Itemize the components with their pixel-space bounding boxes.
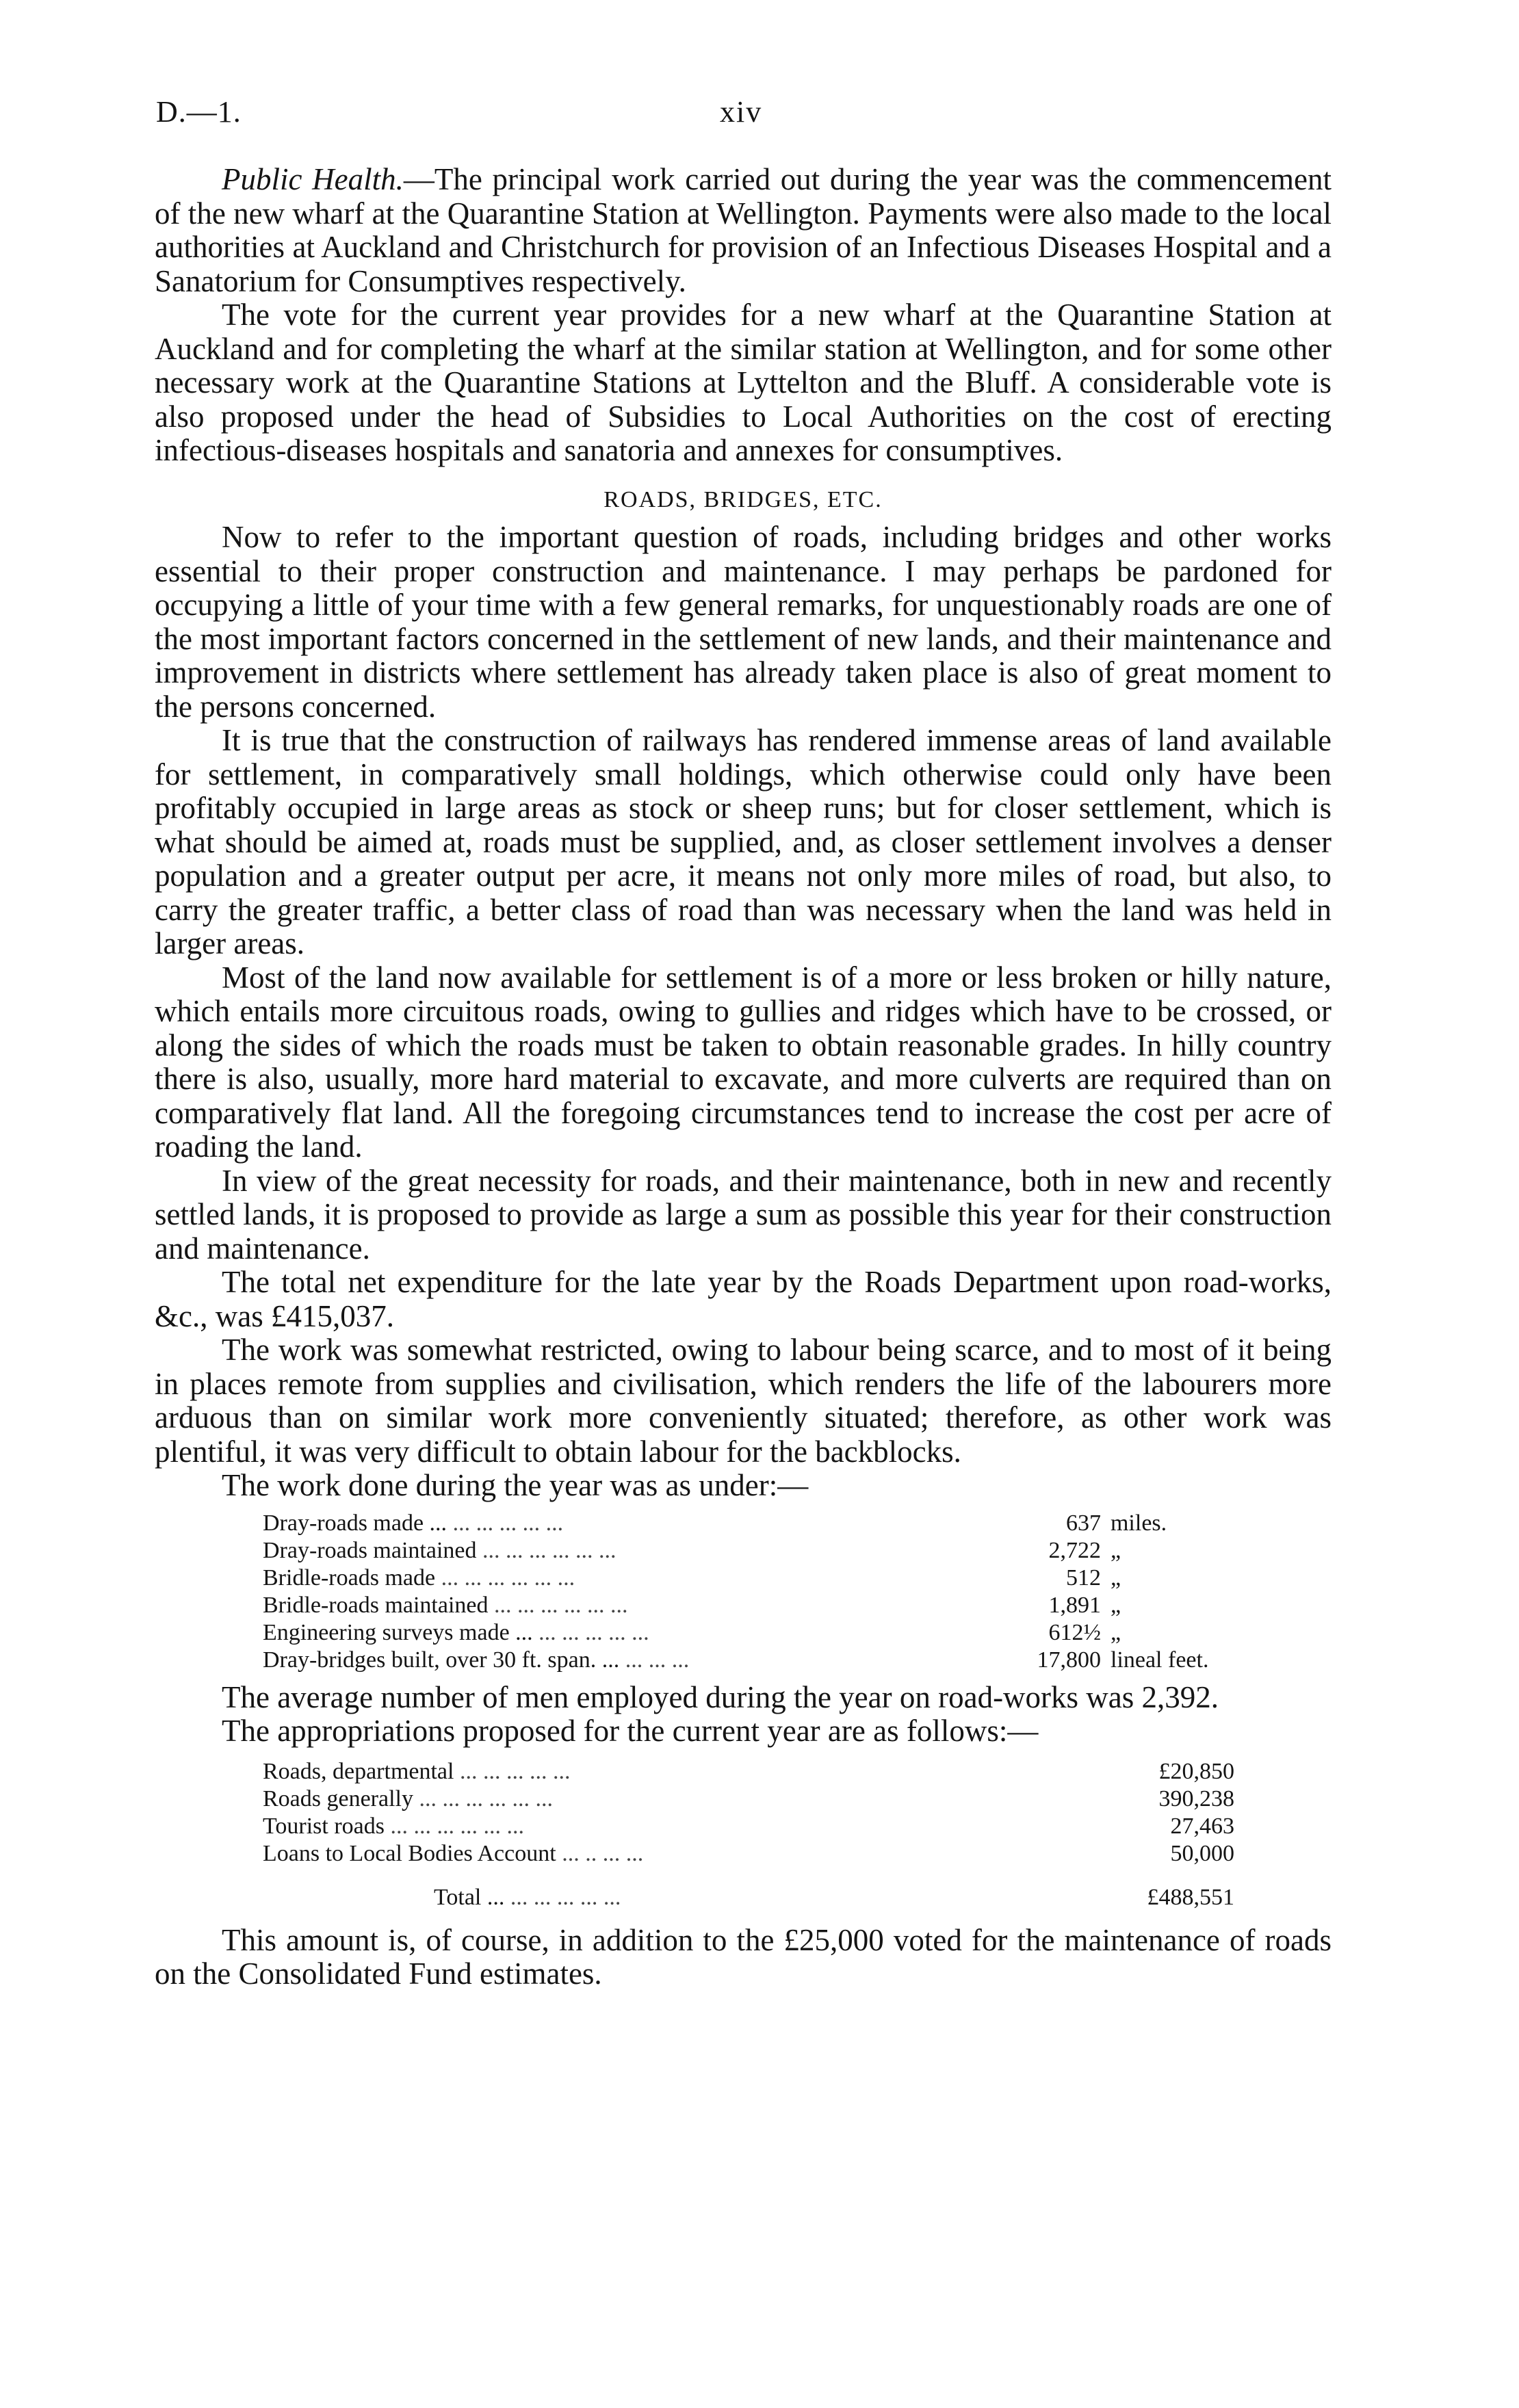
- work-value: 17,800: [1037, 1647, 1101, 1673]
- appropriation-label: Loans to Local Bodies Account: [263, 1840, 556, 1866]
- work-value: 1,891: [1048, 1592, 1101, 1618]
- leader-dots: ... ... ... ... ... ...: [482, 1537, 616, 1563]
- roads-paragraph-2: It is true that the construction of railways has rendered immense areas of land available for settlement, in comparatively small holdings, which otherwise could only have been profitably occupied in large areas as stock or sheep runs; but for closer settlement, which is what should be aimed at, roads must be supplied, and, as closer settlement involves a denser population and a greater output per acre, it means not only more miles of road, but also, to carry the greater traffic, a better class of road than was necessary when the land was held in larger areas.: [155, 723, 1332, 960]
- table-row: [263, 1785, 1234, 1813]
- work-unit: miles.: [1110, 1510, 1167, 1536]
- table-row: [263, 1510, 1269, 1537]
- section-heading-roads: ROADS, BRIDGES, ETC.: [603, 486, 883, 512]
- appropriations-table: [263, 1758, 1234, 1911]
- total-value: £488,551: [1147, 1884, 1234, 1910]
- total-row: [263, 1868, 1234, 1911]
- men-employed-paragraph: The average number of men employed during the year on road-works was 2,392.: [222, 1679, 1219, 1714]
- appropriation-value: 27,463: [1170, 1813, 1234, 1839]
- leader-dots: ... ... ... ... ... ...: [494, 1592, 628, 1618]
- appropriation-label: Roads, departmental: [263, 1758, 454, 1784]
- table-row: [263, 1840, 1234, 1868]
- table-row: [263, 1619, 1269, 1647]
- table-row: [263, 1813, 1234, 1840]
- appropriations-intro: The appropriations proposed for the current year are as follows:—: [222, 1714, 1039, 1748]
- work-done-table: [263, 1510, 1269, 1674]
- leader-dots: ... ... ... ... ...: [452, 1510, 564, 1536]
- work-value: 637: [1065, 1510, 1101, 1536]
- work-label: Engineering surveys made ...: [263, 1619, 533, 1645]
- public-health-paragraph-2: The vote for the current year provides for a new wharf at the Quarantine Station at Auckland and for completing the wharf at the similar station at Wellington, and for some other necessary work at the Quarantine Stations at Lyttelton and the Bluff. A considerable vote is also proposed under the head of Subsidies to Local Authorities on the cost of erecting infectious-diseases hospitals and sanatoria and annexes for consumptives.: [155, 298, 1332, 467]
- public-health-title: Public Health.: [222, 162, 404, 196]
- appropriation-value: 390,238: [1158, 1785, 1234, 1811]
- leader-dots: ... .. ... ...: [562, 1840, 644, 1866]
- appropriation-value: 50,000: [1170, 1840, 1234, 1866]
- work-label: Bridle-roads made: [263, 1565, 436, 1591]
- work-unit: lineal feet.: [1110, 1647, 1209, 1673]
- public-health-paragraph-1-text: —The principal work carried out during the year was the commencement of the new wharf at the Quarantine Station at Wellington. Payments were also made to the local authorities at Auckland and Christchurch for provision of an Infectious Diseases Hospital and a Sanatorium for Consumptives respectively.: [155, 162, 1332, 298]
- leader-dots: ... ... ... ... ...: [538, 1619, 649, 1645]
- table-row: [263, 1537, 1269, 1565]
- document-reference: D.—1.: [156, 95, 242, 129]
- total-label: Total ...: [434, 1884, 505, 1910]
- page-number: xiv: [720, 95, 763, 129]
- closing-paragraph: This amount is, of course, in addition to the £25,000 voted for the maintenance of roads on the Consolidated Fund estimates.: [155, 1922, 1332, 1991]
- roads-paragraph-1: Now to refer to the important question of roads, including bridges and other works essential to their proper construction and maintenance. I may perhaps be pardoned for occupying a little of your time with a few general remarks, for unquestionably roads are one of the most important factors concerned in the settlement of new lands, and their maintenance and improvement in districts where settlement has already taken place is also of great moment to the persons concerned.: [155, 520, 1332, 724]
- table-row: [263, 1565, 1269, 1592]
- table-row: [263, 1647, 1269, 1674]
- public-health-paragraph-1: [155, 163, 1332, 298]
- work-label: Dray-roads maintained: [263, 1537, 477, 1563]
- leader-dots: ... ... ... ... ... ...: [390, 1813, 524, 1839]
- work-unit: „: [1110, 1565, 1121, 1591]
- work-value: 512: [1065, 1565, 1101, 1591]
- work-value: 2,722: [1048, 1537, 1101, 1563]
- roads-paragraph-7: The work done during the year was as under:—: [222, 1468, 809, 1502]
- work-label: Dray-roads made ...: [263, 1510, 447, 1536]
- roads-paragraph-6: The work was somewhat restricted, owing to labour being scarce, and to most of it being in places remote from supplies and civilisation, which renders the life of the labourers more arduous than on similar work more conveniently situated; therefore, as other work was plentiful, it was very difficult to obtain labour for the backblocks.: [155, 1333, 1332, 1469]
- work-unit: „: [1110, 1537, 1121, 1563]
- appropriation-value: £20,850: [1158, 1758, 1234, 1784]
- work-value: 612½: [1048, 1619, 1101, 1645]
- roads-paragraph-5: The total net expenditure for the late year by the Roads Department upon road-works, &c., was £415,037.: [155, 1265, 1332, 1333]
- roads-paragraph-3: Most of the land now available for settlement is of a more or less broken or hilly nature, which entails more circuitous roads, owing to gullies and ridges which have to be crossed, or along the sides of which the roads must be taken to obtain reasonable grades. In hilly country there is also, usually, more hard material to excavate, and more culverts are required than on comparatively flat land. All the foregoing circumstances tend to increase the cost per acre of roading the land.: [155, 960, 1332, 1164]
- work-unit: „: [1110, 1592, 1121, 1618]
- leader-dots: ... ... ... ... ...: [459, 1758, 571, 1784]
- body-text: [155, 163, 1332, 1991]
- leader-dots: ... ... ...: [625, 1647, 690, 1673]
- work-label: Bridle-roads maintained: [263, 1592, 489, 1618]
- leader-dots: ... ... ... ... ... ...: [441, 1565, 575, 1591]
- leader-dots: ... ... ... ... ... ...: [419, 1785, 553, 1811]
- appropriation-label: Roads generally: [263, 1785, 413, 1811]
- table-row: [263, 1758, 1234, 1785]
- table-row: [263, 1592, 1269, 1619]
- work-unit: „: [1110, 1619, 1121, 1645]
- appropriation-label: Tourist roads: [263, 1813, 385, 1839]
- work-label: Dray-bridges built, over 30 ft. span. ...: [263, 1647, 620, 1673]
- leader-dots: ... ... ... ... ...: [510, 1884, 621, 1910]
- roads-paragraph-4: In view of the great necessity for roads, and their maintenance, both in new and recently settled lands, it is proposed to provide as large a sum as possible this year for their construction and maintenance.: [155, 1163, 1332, 1266]
